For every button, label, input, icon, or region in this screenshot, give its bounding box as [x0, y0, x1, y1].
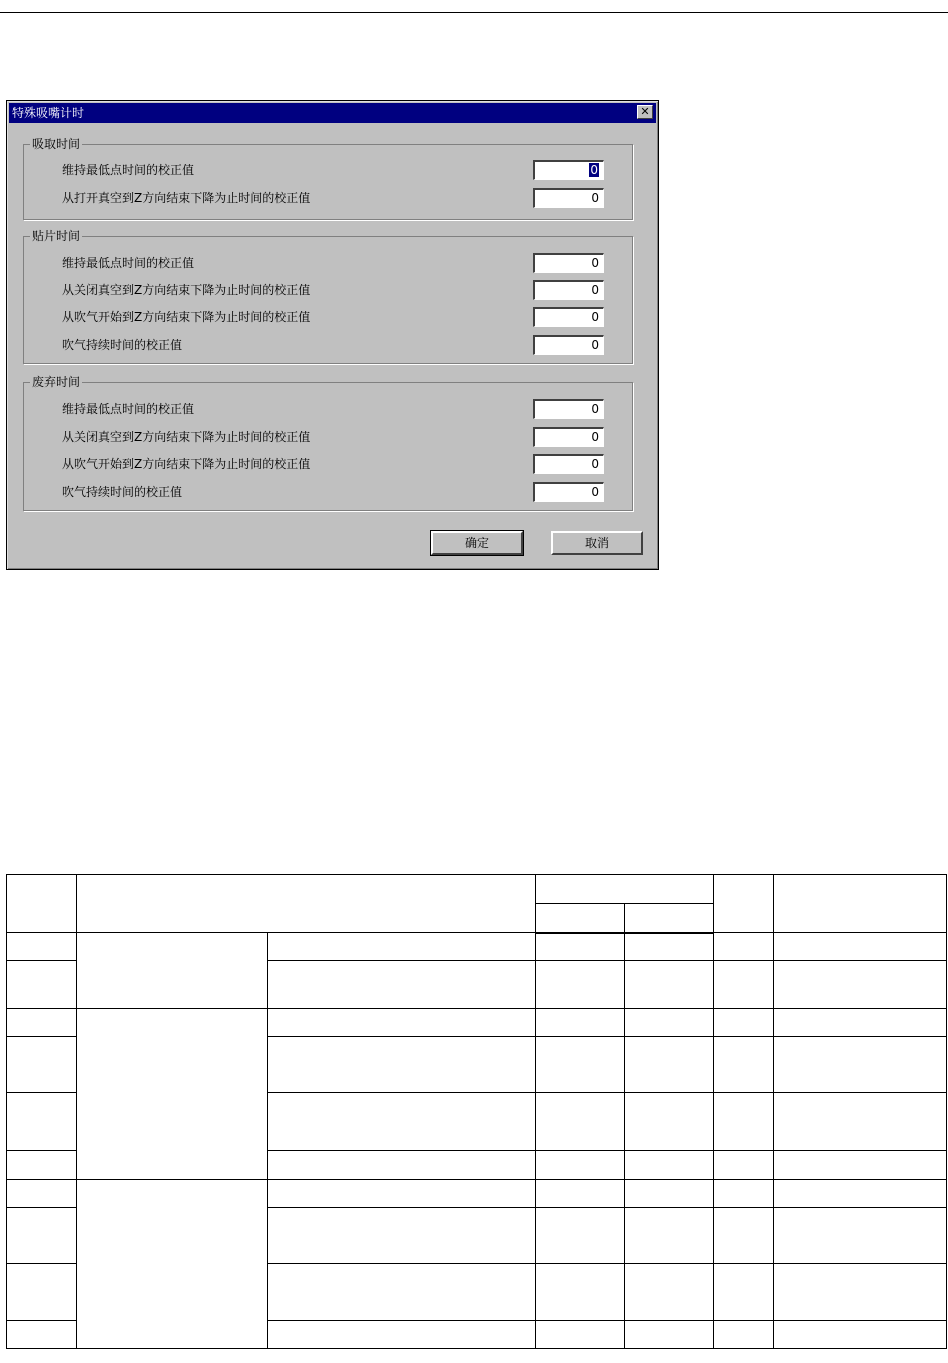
table-cell — [268, 933, 536, 961]
table-cell — [536, 1208, 625, 1264]
table-cell — [268, 1208, 536, 1264]
discard-time-group — [23, 375, 633, 511]
close-icon[interactable]: ✕ — [637, 105, 653, 119]
table-cell — [268, 961, 536, 1009]
table-cell — [536, 875, 714, 904]
table-cell — [536, 1264, 625, 1321]
table-cell — [714, 1180, 774, 1208]
table-cell — [625, 1009, 714, 1037]
group-title: 贴片时间 — [32, 229, 81, 243]
setting-row — [24, 335, 632, 355]
setting-label: 从关闭真空到Z方向结束下降为止时间的校正值 — [62, 283, 311, 297]
dialog-title: 特殊吸嘴计时 — [12, 106, 85, 120]
table-cell — [714, 1093, 774, 1151]
table-cell — [77, 1180, 268, 1349]
table-cell — [625, 1264, 714, 1321]
setting-label: 从吹气开始到Z方向结束下降为止时间的校正值 — [62, 310, 311, 324]
correction-input[interactable]: 0 — [533, 454, 604, 474]
correction-input[interactable]: 0 — [533, 188, 604, 208]
table-row — [7, 1009, 947, 1037]
table-cell — [7, 1321, 77, 1349]
table-cell — [7, 1208, 77, 1264]
setting-label: 维持最低点时间的校正值 — [62, 402, 195, 416]
table-cell — [714, 875, 774, 933]
table-cell — [268, 1093, 536, 1151]
table-cell — [268, 1264, 536, 1321]
ok-button[interactable]: 确定 — [431, 531, 523, 555]
table-cell — [268, 1180, 536, 1208]
correction-input[interactable]: 0 — [533, 160, 604, 180]
correction-input[interactable]: 0 — [533, 253, 604, 273]
table-cell — [625, 1037, 714, 1093]
correction-input[interactable]: 0 — [533, 307, 604, 327]
table-cell — [536, 1009, 625, 1037]
dialog-titlebar[interactable] — [9, 103, 656, 123]
table-cell — [625, 1321, 714, 1349]
correction-input[interactable]: 0 — [533, 335, 604, 355]
table-header-row — [7, 875, 947, 904]
table-cell — [714, 1151, 774, 1180]
table-cell — [625, 1208, 714, 1264]
table-cell — [774, 1037, 947, 1093]
table-cell — [268, 1151, 536, 1180]
setting-label: 吹气持续时间的校正值 — [62, 338, 183, 352]
setting-row — [24, 454, 632, 474]
correction-input[interactable]: 0 — [533, 482, 604, 502]
group-title: 吸取时间 — [32, 137, 81, 151]
table-cell — [536, 1037, 625, 1093]
table-cell — [625, 933, 714, 961]
table-cell — [536, 1093, 625, 1151]
setting-row — [24, 280, 632, 300]
setting-label: 维持最低点时间的校正值 — [62, 256, 195, 270]
mount-time-group — [23, 229, 633, 364]
table-cell — [774, 1208, 947, 1264]
table-cell — [774, 1009, 947, 1037]
table-cell — [536, 961, 625, 1009]
table-row — [7, 933, 947, 961]
setting-row — [24, 482, 632, 502]
setting-label: 从吹气开始到Z方向结束下降为止时间的校正值 — [62, 457, 311, 471]
setting-label: 从打开真空到Z方向结束下降为止时间的校正值 — [62, 191, 311, 205]
table-cell — [77, 1009, 268, 1180]
table-cell — [714, 961, 774, 1009]
correction-input[interactable]: 0 — [533, 280, 604, 300]
table-cell — [7, 1151, 77, 1180]
table-cell — [536, 1151, 625, 1180]
setting-row — [24, 253, 632, 273]
table-cell — [7, 1180, 77, 1208]
table-cell — [774, 961, 947, 1009]
table-cell — [268, 1321, 536, 1349]
correction-input[interactable]: 0 — [533, 427, 604, 447]
table-cell — [714, 1037, 774, 1093]
special-nozzle-timer-dialog — [6, 100, 659, 570]
table-cell — [774, 1264, 947, 1321]
table-cell — [77, 875, 536, 933]
table-cell — [625, 1180, 714, 1208]
table-cell — [7, 933, 77, 961]
setting-row — [24, 427, 632, 447]
table-cell — [774, 1321, 947, 1349]
table-cell — [536, 933, 625, 961]
setting-label: 吹气持续时间的校正值 — [62, 485, 183, 499]
table-cell — [7, 1009, 77, 1037]
table-cell — [7, 875, 77, 933]
setting-label: 维持最低点时间的校正值 — [62, 163, 195, 177]
table-cell — [77, 933, 268, 1009]
table-cell — [7, 1093, 77, 1151]
table-cell — [774, 1151, 947, 1180]
table-cell — [774, 875, 947, 933]
table-cell — [536, 1180, 625, 1208]
setting-row — [24, 160, 632, 180]
table-cell — [774, 1093, 947, 1151]
setting-row — [24, 399, 632, 419]
table-cell — [268, 1037, 536, 1093]
table-row — [7, 1180, 947, 1208]
table-cell — [625, 1151, 714, 1180]
correction-input[interactable]: 0 — [533, 399, 604, 419]
table-cell — [7, 961, 77, 1009]
table-cell — [714, 1321, 774, 1349]
table-cell — [268, 1009, 536, 1037]
table-cell — [714, 1208, 774, 1264]
table-cell — [536, 904, 625, 933]
setting-label: 从关闭真空到Z方向结束下降为止时间的校正值 — [62, 430, 311, 444]
table-cell — [714, 1264, 774, 1321]
group-title: 废弃时间 — [32, 375, 81, 389]
table-cell — [774, 933, 947, 961]
table-cell — [7, 1264, 77, 1321]
table-cell — [625, 1093, 714, 1151]
table-cell — [536, 1321, 625, 1349]
table-cell — [625, 961, 714, 1009]
table-cell — [714, 933, 774, 961]
table-cell — [774, 1180, 947, 1208]
cancel-button[interactable]: 取消 — [551, 531, 643, 555]
parameter-table — [6, 874, 947, 1349]
table-cell — [625, 904, 714, 933]
page-header-rule — [0, 12, 948, 13]
table-cell — [714, 1009, 774, 1037]
table-cell — [7, 1037, 77, 1093]
setting-row — [24, 188, 632, 208]
setting-row — [24, 307, 632, 327]
pickup-time-group — [23, 137, 633, 220]
